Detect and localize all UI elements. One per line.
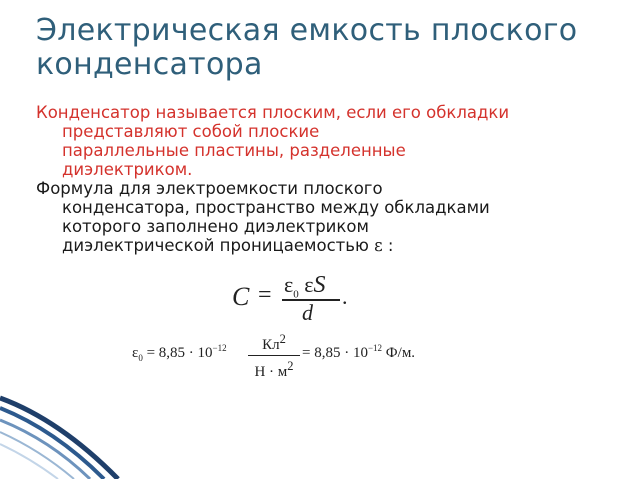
formula-intro-line: конденсатора, пространство между обкладками <box>62 198 490 217</box>
definition-paragraph <box>36 103 616 179</box>
unit-denominator <box>248 357 300 381</box>
epsilon-zero: ε <box>284 272 294 297</box>
formula-intro-line: которого заполнено диэлектриком <box>62 217 369 236</box>
constant-exponent: −12 <box>367 343 383 353</box>
unit-numerator <box>248 330 300 354</box>
formula-intro-line: Формула для электроемкости плоского <box>36 179 383 198</box>
formula-lhs: C <box>232 282 250 311</box>
slide-title <box>36 14 616 82</box>
capacitance-formula <box>232 272 372 325</box>
meter-power: 2 <box>287 359 294 373</box>
newton-meter-unit: Н · м <box>254 364 288 380</box>
epsilon-zero-subscript: 0 <box>293 288 299 301</box>
constant-rhs <box>302 343 415 362</box>
body-text <box>36 103 616 255</box>
epsilon-zero-formula <box>132 330 462 380</box>
title-line-2: конденсатора <box>36 47 263 82</box>
epsilon: ε <box>298 272 314 297</box>
colon: : <box>382 236 394 255</box>
formula-denominator: d <box>302 300 313 325</box>
constant-value: = 8,85 · 10 <box>302 345 368 361</box>
constant-exponent: −12 <box>212 343 227 353</box>
definition-line: диэлектриком. <box>62 160 193 179</box>
epsilon-symbol: ε <box>374 236 383 255</box>
constant-lhs <box>132 343 227 363</box>
coulomb-power: 2 <box>279 332 286 346</box>
formula-intro-line <box>36 236 616 255</box>
formula-equals: = <box>258 282 272 308</box>
definition-line: представляют собой плоские <box>62 122 320 141</box>
farad-per-meter-unit: Ф/м. <box>382 345 416 361</box>
unit-fraction-bar <box>248 355 300 356</box>
area-symbol: S <box>313 272 326 298</box>
formula-intro-paragraph <box>36 179 616 255</box>
definition-line: Конденсатор называется плоским, если его обкладки <box>36 103 510 122</box>
formula-numerator <box>284 272 326 300</box>
formula-period: . <box>342 284 348 309</box>
coulomb-unit: Кл <box>262 337 280 353</box>
formula-intro-text: диэлектрической проницаемостью <box>62 236 375 255</box>
constant-value: = 8,85 · 10 <box>142 345 213 361</box>
title-line-1: Электрическая емкость плоского <box>36 13 578 48</box>
epsilon-zero-subscript: 0 <box>138 353 143 363</box>
unit-fraction <box>248 330 300 381</box>
epsilon-zero: ε <box>132 345 139 361</box>
definition-line: параллельные пластины, разделенные <box>62 141 406 160</box>
